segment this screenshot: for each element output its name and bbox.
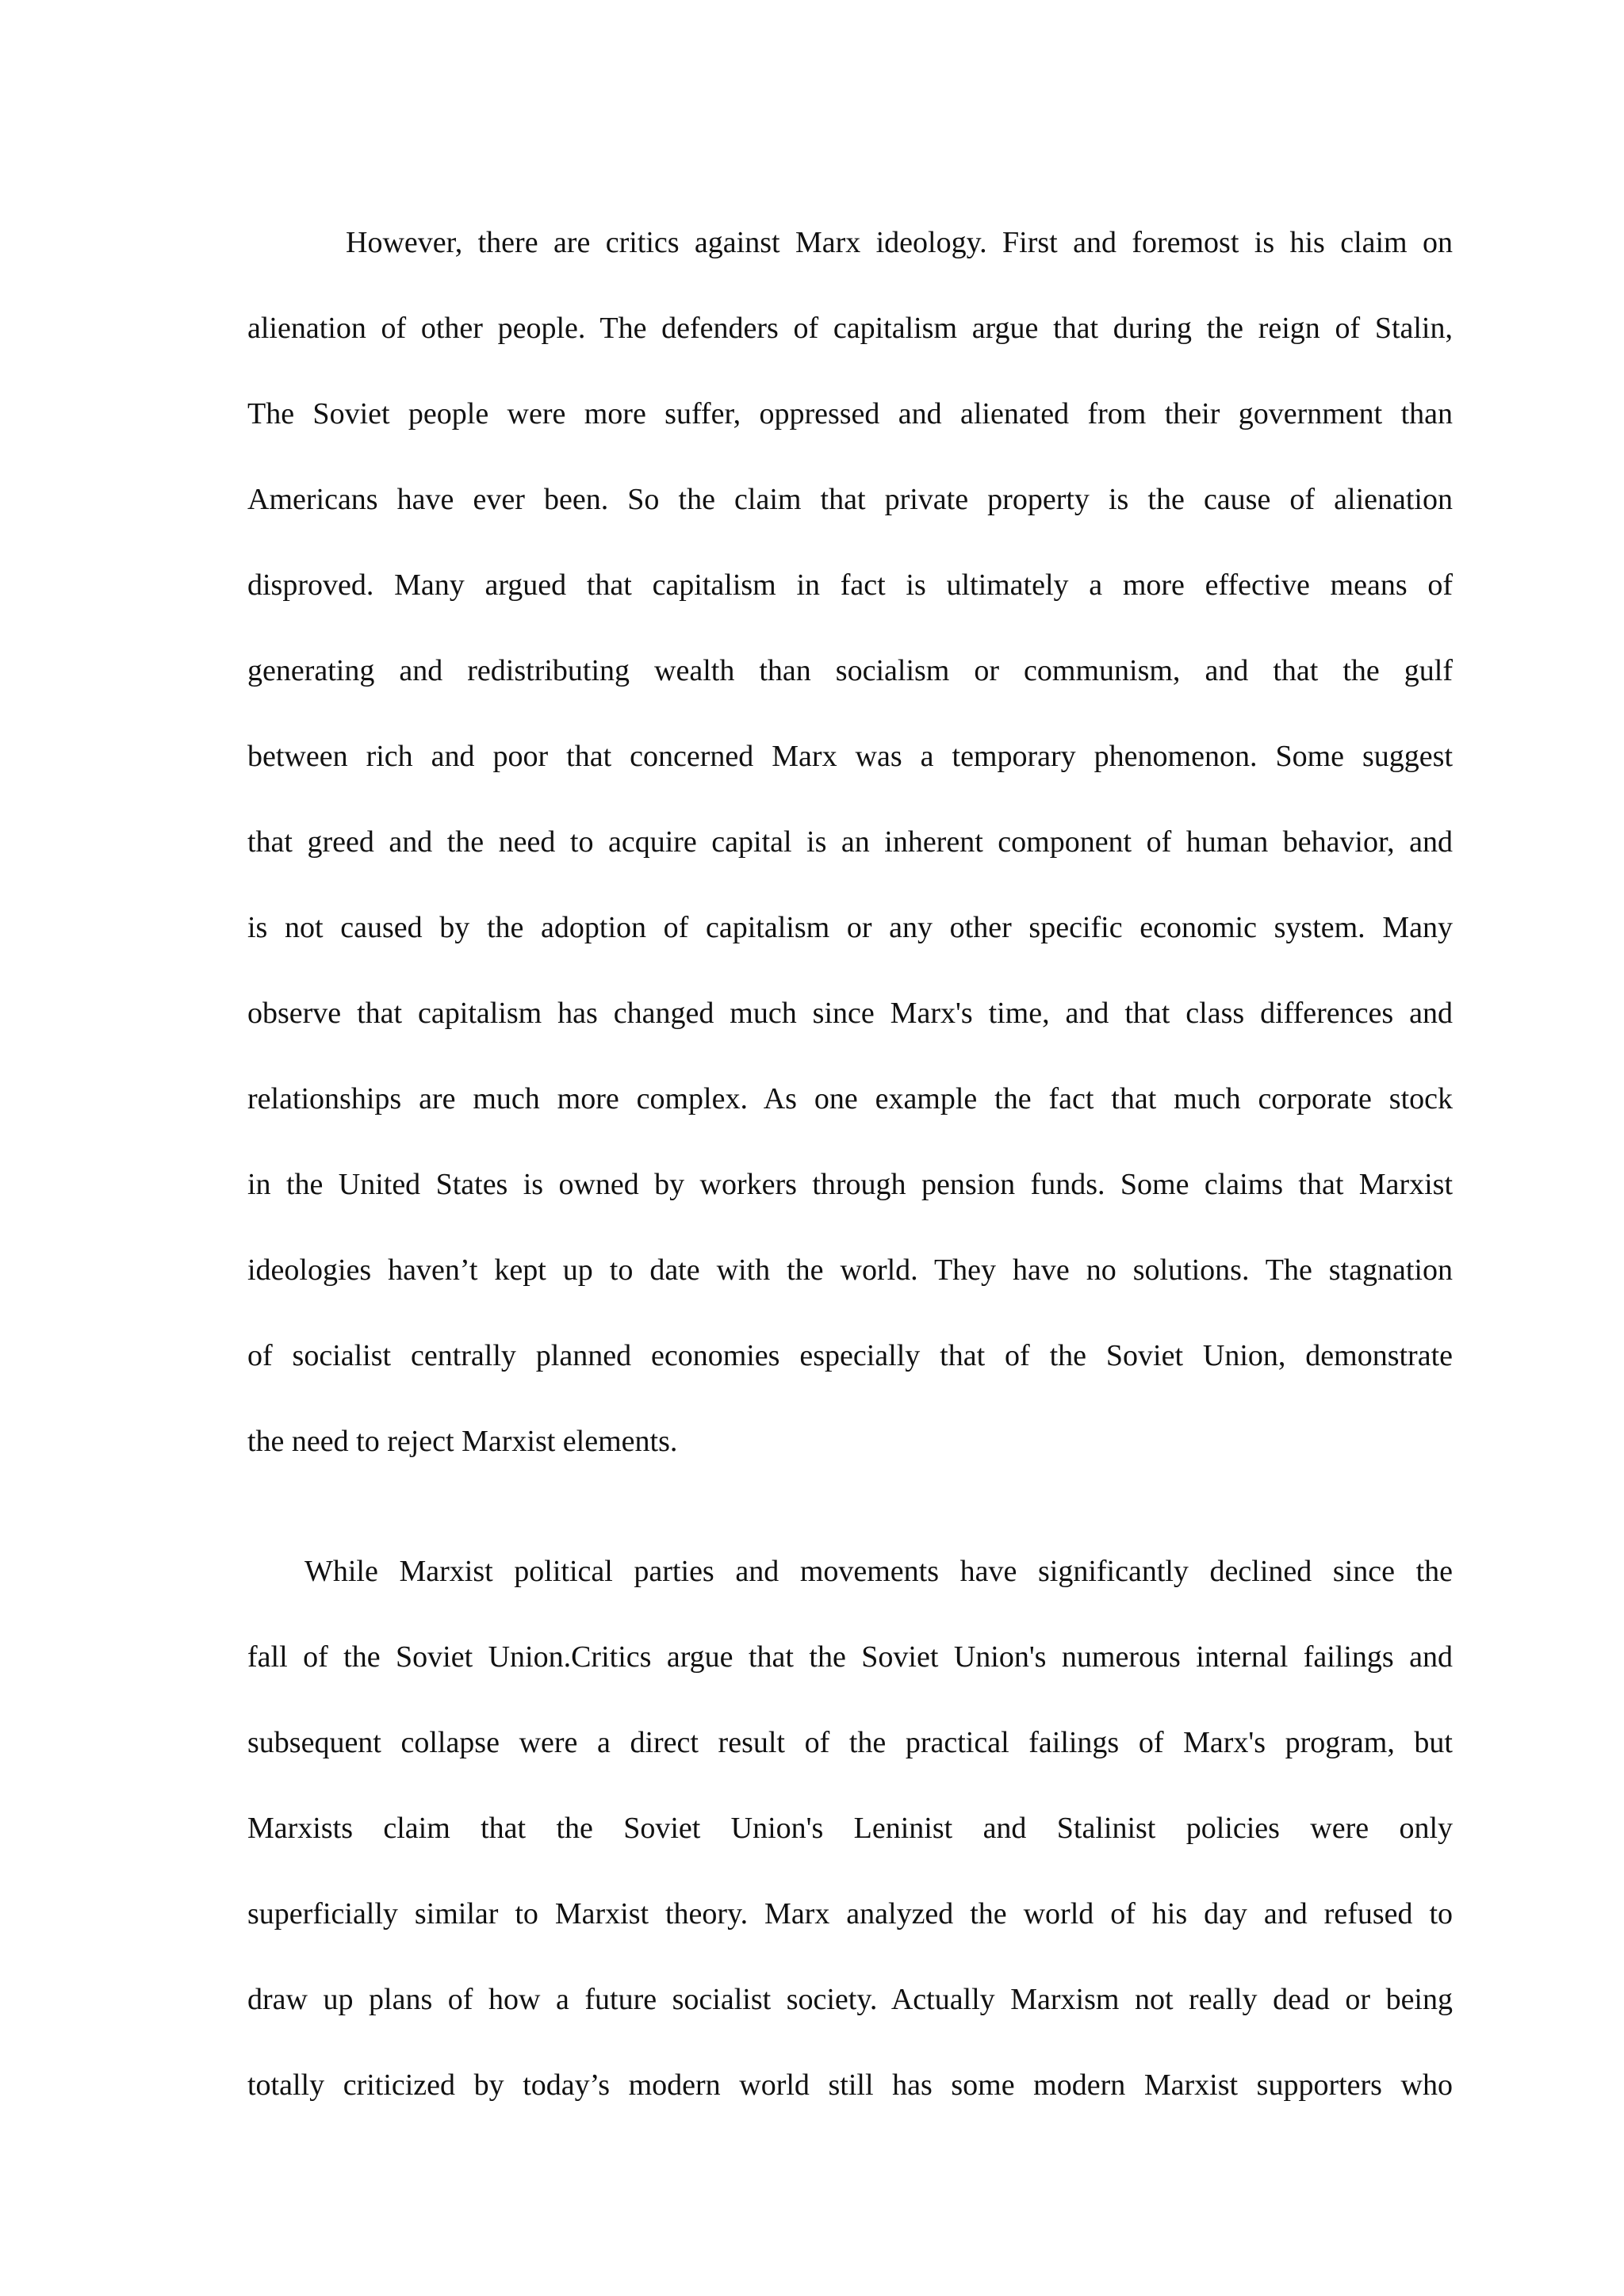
text-line: that greed and the need to acquire capital is an inherent component of human behavior, and: [247, 825, 1453, 859]
text-line: observe that capitalism has changed much since Marx's time, and that class differences and: [247, 997, 1453, 1030]
text-line: ideologies haven’t kept up to date with the world. They have no solutions. The stagnation: [247, 1253, 1453, 1287]
text-line: generating and redistributing wealth than socialism or communism, and that the gulf: [247, 654, 1453, 687]
text-line: draw up plans of how a future socialist society. Actually Marxism not really dead or being: [247, 1983, 1453, 2016]
text-line: However, there are critics against Marx ideology. First and foremost is his claim on: [346, 226, 1453, 259]
text-line: The Soviet people were more suffer, oppressed and alienated from their government than: [247, 397, 1453, 430]
text-line: of socialist centrally planned economies especially that of the Soviet Union, demonstrate: [247, 1339, 1453, 1372]
text-line: disproved. Many argued that capitalism in fact is ultimately a more effective means of: [247, 568, 1453, 602]
text-line: While Marxist political parties and movements have significantly declined since the: [304, 1555, 1453, 1588]
text-line: the need to reject Marxist elements.: [247, 1425, 678, 1458]
text-line: between rich and poor that concerned Marx was a temporary phenomenon. Some suggest: [247, 740, 1453, 773]
text-line: fall of the Soviet Union.Critics argue that the Soviet Union's numerous internal failings and: [247, 1640, 1453, 1674]
text-line: subsequent collapse were a direct result of the practical failings of Marx's program, but: [247, 1726, 1453, 1759]
text-line: is not caused by the adoption of capitalism or any other specific economic system. Many: [247, 911, 1453, 944]
text-line: relationships are much more complex. As one example the fact that much corporate stock: [247, 1082, 1453, 1115]
text-line: Americans have ever been. So the claim that private property is the cause of alienation: [247, 483, 1453, 516]
text-line: alienation of other people. The defenders of capitalism argue that during the reign of Stalin,: [247, 312, 1453, 345]
text-line: totally criticized by today’s modern world still has some modern Marxist supporters who: [247, 2068, 1453, 2102]
text-line: Marxists claim that the Soviet Union's Leninist and Stalinist policies were only: [247, 1812, 1453, 1845]
text-line: superficially similar to Marxist theory. Marx analyzed the world of his day and refused to: [247, 1897, 1453, 1931]
text-line: in the United States is owned by workers through pension funds. Some claims that Marxist: [247, 1168, 1453, 1201]
